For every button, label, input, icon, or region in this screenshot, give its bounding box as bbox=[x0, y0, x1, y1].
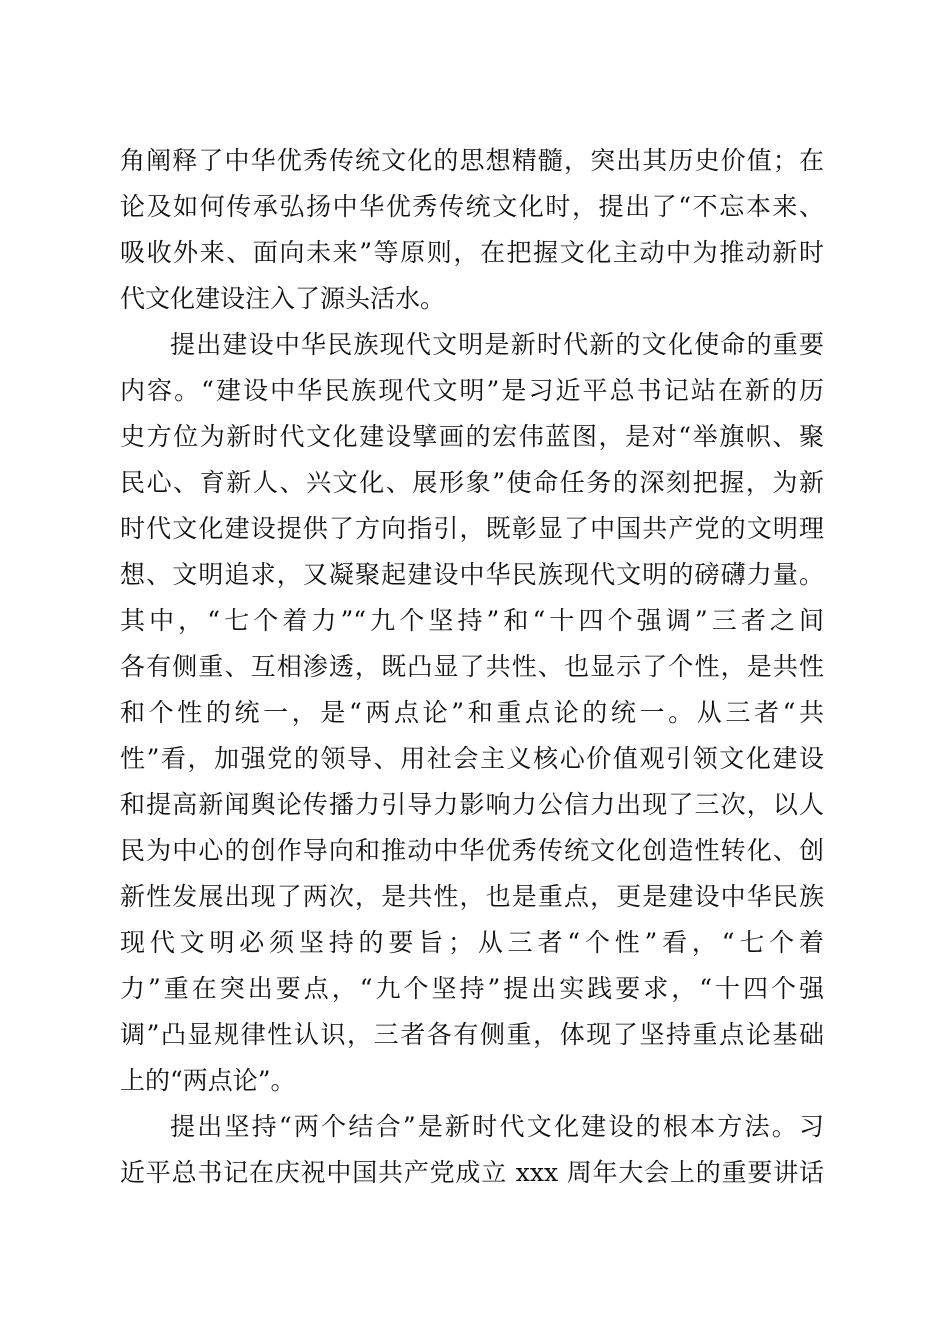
document-page bbox=[120, 138, 824, 1196]
text-line: 调”凸显规律性认识，三者各有侧重，体现了坚持重点论基础 bbox=[120, 1020, 824, 1049]
text-line: 吸收外来、面向未来”等原则，在把握文化主动中为推动新时 bbox=[120, 238, 824, 267]
text-line: 和提高新闻舆论传播力引导力影响力公信力出现了三次，以人 bbox=[120, 790, 824, 819]
paragraph-3 bbox=[120, 1104, 824, 1196]
text-line: 性”看，加强党的领导、用社会主义核心价值观引领文化建设 bbox=[120, 744, 824, 773]
text-line: 内容。“建设中华民族现代文明”是习近平总书记站在新的历 bbox=[120, 376, 824, 405]
text-line: 提出坚持“两个结合”是新时代文化建设的根本方法。习 bbox=[170, 1112, 824, 1141]
text-line: 其中，“七个着力”“九个坚持”和“十四个强调”三者之间 bbox=[120, 606, 824, 635]
text-line: 各有侧重、互相渗透，既凸显了共性、也显示了个性，是共性 bbox=[120, 652, 824, 681]
text-line: 新性发展出现了两次，是共性，也是重点，更是建设中华民族 bbox=[120, 882, 824, 911]
text-line: 民为中心的创作导向和推动中华优秀传统文化创造性转化、创 bbox=[120, 836, 824, 865]
text-line: 力”重在突出要点，“九个坚持”提出实践要求，“十四个强 bbox=[120, 974, 824, 1003]
text-line: 近平总书记在庆祝中国共产党成立 xxx 周年大会上的重要讲话 bbox=[120, 1158, 824, 1187]
text-line: 提出建设中华民族现代文明是新时代新的文化使命的重要 bbox=[170, 330, 824, 359]
text-line: 论及如何传承弘扬中华优秀传统文化时，提出了“不忘本来、 bbox=[120, 192, 824, 221]
text-line: 角阐释了中华优秀传统文化的思想精髓，突出其历史价值；在 bbox=[120, 146, 824, 175]
paragraph-1 bbox=[120, 138, 824, 322]
text-line: 上的“两点论”。 bbox=[120, 1066, 296, 1095]
text-line: 史方位为新时代文化建设擘画的宏伟蓝图，是对“举旗帜、聚 bbox=[120, 422, 824, 451]
text-line: 代文化建设注入了源头活水。 bbox=[120, 284, 446, 313]
paragraph-2 bbox=[120, 322, 824, 1104]
text-line: 和个性的统一，是“两点论”和重点论的统一。从三者“共 bbox=[120, 698, 824, 727]
text-line: 想、文明追求，又凝聚起建设中华民族现代文明的磅礴力量。 bbox=[120, 560, 824, 589]
text-line: 时代文化建设提供了方向指引，既彰显了中国共产党的文明理 bbox=[120, 514, 824, 543]
text-line: 现代文明必须坚持的要旨；从三者“个性”看，“七个着 bbox=[120, 928, 824, 957]
text-line: 民心、育新人、兴文化、展形象”使命任务的深刻把握，为新 bbox=[120, 468, 824, 497]
